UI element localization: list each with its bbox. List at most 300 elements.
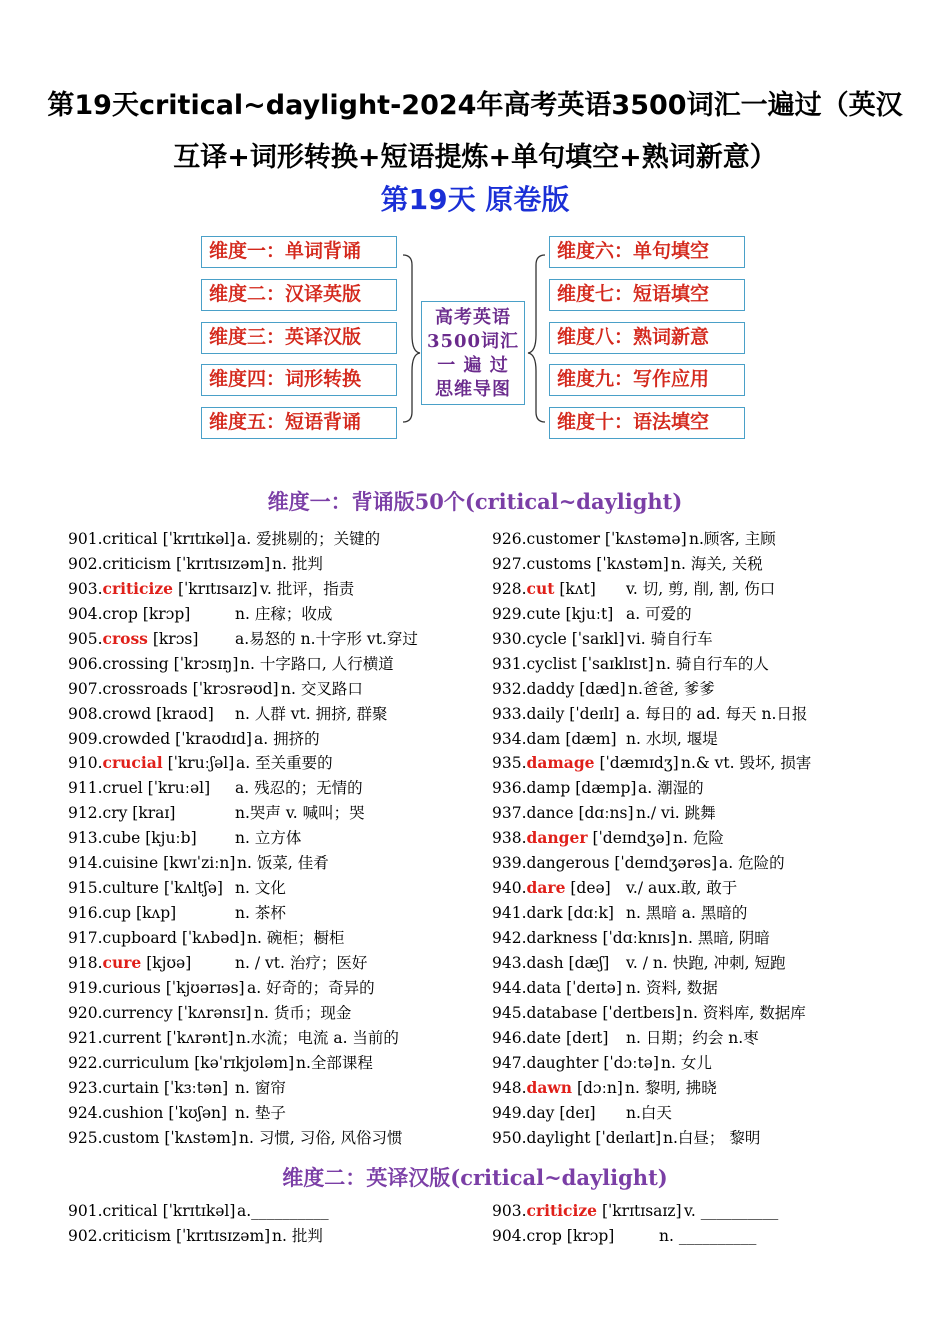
- word-number: 933.: [492, 704, 527, 723]
- word: damage: [526, 753, 595, 773]
- mindmap-dimension-7: 维度七：短语填空: [549, 279, 745, 311]
- page-title: 第19天critical~daylight-2024年高考英语3500词汇一遍过（英汉互译+词形转换+短语提炼+单句填空+熟词新意）: [47, 90, 903, 173]
- word-number: 908.: [68, 704, 103, 723]
- word-entry: [492, 1001, 681, 1026]
- word-entry: [68, 527, 235, 552]
- word-entry: [492, 926, 676, 951]
- word-row: [492, 602, 912, 627]
- word: cyclist: [526, 654, 577, 673]
- word-row: [68, 577, 468, 602]
- word: data: [526, 978, 562, 997]
- definition: n. 水坝, 堰堤: [626, 729, 718, 748]
- word-number: 905.: [68, 629, 103, 648]
- mindmap-center: [421, 301, 525, 405]
- phonetic: [ˈkruːʃəl]: [162, 754, 235, 773]
- definition: n.爸爸, 爹爹: [628, 679, 715, 698]
- phonetic: [ˈkjʊərɪəs]: [160, 978, 245, 997]
- word-row: [68, 1076, 468, 1101]
- definition: n.白昼； 黎明: [663, 1128, 761, 1147]
- word-row: [492, 1076, 912, 1101]
- word-number: 918.: [68, 953, 103, 972]
- word-entry: [68, 1051, 294, 1076]
- word-list-right: [492, 527, 912, 1150]
- word-row: [68, 727, 468, 752]
- word-entry: [492, 976, 622, 1001]
- phonetic: [kjuːt]: [560, 604, 614, 623]
- word-entry: [492, 1126, 661, 1151]
- word-entry: [492, 776, 636, 801]
- word-entry: [492, 901, 614, 926]
- word-number: 946.: [492, 1028, 527, 1047]
- phonetic: [ˈkrɪtɪsɪzəm]: [171, 554, 271, 573]
- word-entry: [68, 876, 223, 901]
- word: daily: [526, 704, 565, 723]
- definition: n. 庄稼；收成: [235, 604, 333, 623]
- word-entry: [492, 876, 611, 901]
- word: cube: [102, 829, 141, 848]
- phonetic: [ˈdɔːtə]: [598, 1053, 659, 1072]
- word: date: [526, 1028, 562, 1047]
- word: crowded: [102, 729, 171, 748]
- word-number: 934.: [492, 729, 527, 748]
- definition: n. 饭菜, 佳肴: [237, 854, 329, 873]
- word-row: [492, 527, 912, 552]
- definition: n./ vi. 跳舞: [636, 804, 716, 823]
- phonetic: [ˈdeɪtbeɪs]: [597, 1003, 682, 1022]
- definition: a. 爱挑剔的；关键的: [237, 530, 381, 548]
- word-number: 924.: [68, 1103, 103, 1122]
- mindmap-dimension-2: 维度二：汉译英版: [201, 279, 397, 311]
- phonetic: [dæd]: [574, 679, 626, 698]
- phonetic: [dæmp]: [570, 779, 637, 798]
- word-number: 904.: [68, 604, 103, 623]
- word-entry: [492, 677, 626, 702]
- definition: n.顾客, 主顾: [689, 530, 776, 548]
- word: curriculum: [102, 1053, 190, 1072]
- word-row: [492, 1051, 912, 1076]
- section-title-en-to-zh: 维度二：英译汉版(critical~daylight): [282, 1165, 668, 1190]
- word-number: 944.: [492, 978, 527, 997]
- word-number: 923.: [68, 1078, 103, 1097]
- word: currency: [102, 1003, 173, 1022]
- word: daughter: [526, 1053, 599, 1072]
- word: curtain: [102, 1078, 159, 1097]
- word-row: [68, 1101, 468, 1126]
- word-number: 937.: [492, 804, 527, 823]
- definition: n. 交叉路口: [281, 679, 363, 698]
- word: crucial: [102, 753, 163, 773]
- word-number: 925.: [68, 1128, 103, 1147]
- definition: a. 残忍的；无情的: [235, 779, 363, 798]
- word-number: 943.: [492, 953, 527, 972]
- mindmap-center-line: 一 遍 过: [437, 355, 509, 376]
- word-row: [68, 1224, 468, 1249]
- word-entry: [492, 602, 613, 627]
- word-row: [68, 1026, 468, 1051]
- phonetic: [ˈdæmɪdʒ]: [594, 754, 679, 773]
- word-number: 945.: [492, 1003, 527, 1022]
- definition: n.哭声 v. 喊叫；哭: [235, 804, 365, 823]
- word-entry: [492, 727, 617, 752]
- word-number: 904.: [492, 1226, 527, 1245]
- word-row: [492, 627, 912, 652]
- phonetic: [ˈdeɪlɪ]: [564, 704, 620, 723]
- word: current: [102, 1028, 162, 1047]
- definition: n. 批判: [272, 554, 323, 573]
- phonetic: [ˈsaɪkl]: [566, 629, 625, 648]
- word: crop: [526, 1226, 562, 1245]
- word: cruel: [102, 779, 143, 798]
- mindmap-center-line: 思维导图: [435, 379, 511, 400]
- word-number: 906.: [68, 654, 103, 673]
- phonetic: [dæʃ]: [563, 953, 610, 972]
- definition: n.白天: [626, 1103, 672, 1122]
- word-entry: [68, 677, 279, 702]
- word-number: 902.: [68, 1226, 103, 1245]
- definition: v./ aux.敢, 敢于: [626, 879, 738, 898]
- word-entry: [492, 527, 687, 552]
- word: dawn: [526, 1077, 573, 1097]
- phonetic: [ˈsaɪklɪst]: [576, 654, 654, 673]
- word-number: 940.: [492, 879, 527, 898]
- word-number: 949.: [492, 1103, 527, 1122]
- word: danger: [526, 828, 588, 848]
- mindmap-center-line: 高考英语: [435, 307, 511, 328]
- word: crowd: [102, 704, 152, 723]
- word-entry: [68, 926, 245, 951]
- word-row: [492, 926, 912, 951]
- word-number: 931.: [492, 654, 527, 673]
- phonetic: [ˈkʌstəm]: [591, 554, 669, 573]
- phonetic: [dɔːn]: [572, 1078, 623, 1097]
- word-number: 901.: [68, 530, 103, 548]
- word-number: 939.: [492, 854, 527, 873]
- word-row: [492, 876, 912, 901]
- word-row: [68, 976, 468, 1001]
- phonetic: [kwɪˈziːn]: [158, 854, 236, 873]
- word-row: [68, 1126, 468, 1151]
- phonetic: [ˈdeɪndʒərəs]: [609, 854, 718, 873]
- phonetic: [ˈkʊʃən]: [163, 1103, 228, 1122]
- word-entry: [492, 851, 717, 876]
- word-entry: [492, 951, 609, 976]
- word-entry: [68, 602, 190, 627]
- word: criticism: [102, 554, 172, 573]
- word-entry: [68, 976, 245, 1001]
- definition: n. 碗柜；橱柜: [247, 929, 345, 947]
- definition: n. 茶杯: [235, 904, 286, 923]
- word-number: 913.: [68, 829, 103, 848]
- word-entry: [492, 801, 634, 826]
- word: cycle: [526, 629, 567, 648]
- definition: a. 可爱的: [626, 604, 692, 623]
- word: daddy: [526, 679, 575, 698]
- definition: n. / vt. 治疗；医好: [235, 953, 368, 972]
- word: cup: [102, 904, 132, 923]
- word: critical: [102, 530, 158, 548]
- word-entry: [68, 577, 258, 602]
- word-entry: [68, 627, 198, 652]
- phonetic: [ˈkruːəl]: [142, 779, 211, 798]
- word: criticism: [102, 1226, 172, 1245]
- page-subtitle: 第19天 原卷版: [380, 183, 570, 216]
- definition: n. 骑自行车的人: [656, 654, 769, 673]
- word: criticize: [526, 1201, 598, 1220]
- word: darkness: [526, 929, 598, 947]
- word-entry: [492, 826, 671, 851]
- definition: n.& vt. 毁坏, 损害: [681, 754, 812, 773]
- exercise-list-right: [492, 1199, 912, 1249]
- word-entry: [492, 751, 679, 776]
- word: curious: [102, 978, 161, 997]
- definition: n. 危险: [673, 829, 724, 848]
- word: custom: [102, 1128, 160, 1147]
- word-number: 903.: [492, 1202, 527, 1220]
- definition: v. __________: [684, 1202, 779, 1220]
- word-number: 922.: [68, 1053, 103, 1072]
- word-number: 936.: [492, 779, 527, 798]
- word-number: 932.: [492, 679, 527, 698]
- word: dangerous: [526, 854, 610, 873]
- phonetic: [dɑːk]: [562, 904, 614, 923]
- definition: n. 批判: [272, 1226, 323, 1245]
- word-number: 909.: [68, 729, 103, 748]
- word-row: [68, 826, 468, 851]
- phonetic: [ˈkraʊdɪd]: [170, 729, 252, 748]
- word-row: [492, 851, 912, 876]
- word-entry: [68, 851, 235, 876]
- definition: vi. 骑自行车: [627, 629, 713, 648]
- definition: n. 日期；约会 n.枣: [626, 1028, 759, 1047]
- word-list-left: [68, 527, 468, 1150]
- word-entry: [68, 1101, 227, 1126]
- word-number: 930.: [492, 629, 527, 648]
- exercise-list-left: [68, 1199, 468, 1249]
- word: critical: [102, 1202, 158, 1220]
- word-number: 916.: [68, 904, 103, 923]
- phonetic: [ˈdeɪlaɪt]: [590, 1128, 662, 1147]
- phonetic: [ˈkʌstəmə]: [599, 530, 687, 548]
- word-entry: [492, 627, 625, 652]
- phonetic: [deɪ]: [554, 1103, 596, 1122]
- phonetic: [krɔp]: [561, 1226, 615, 1245]
- phonetic: [ˈkʌrənt]: [161, 1028, 234, 1047]
- word-entry: [68, 1199, 235, 1224]
- word: cross: [102, 628, 148, 648]
- phonetic: [ˈkrɪtɪsaɪz]: [597, 1202, 682, 1220]
- word-row: [492, 1199, 912, 1224]
- phonetic: [ˈkrɔsrəʊd]: [187, 679, 279, 698]
- word: cry: [102, 804, 128, 823]
- word: dash: [526, 953, 564, 972]
- word: dance: [526, 804, 574, 823]
- word-row: [68, 901, 468, 926]
- word: cushion: [102, 1103, 164, 1122]
- word-entry: [492, 577, 596, 602]
- word-number: 942.: [492, 929, 527, 947]
- word-entry: [492, 1051, 659, 1076]
- word-row: [492, 751, 912, 776]
- word-row: [492, 951, 912, 976]
- definition: a. 危险的: [719, 854, 785, 873]
- phonetic: [ˈkʌbəd]: [176, 929, 246, 947]
- word-row: [492, 552, 912, 577]
- phonetic: [ˈkʌrənsɪ]: [172, 1003, 252, 1022]
- definition: a. 至关重要的: [236, 754, 333, 773]
- word-row: [492, 801, 912, 826]
- definition: n. 黎明, 拂晓: [625, 1078, 717, 1097]
- section-title-recitation: 维度一：背诵版50个(critical~daylight): [267, 489, 683, 514]
- word: cure: [102, 952, 142, 972]
- definition: v. 切, 剪, 削, 割, 伤口: [626, 579, 776, 598]
- word-row: [492, 901, 912, 926]
- word-entry: [68, 652, 238, 677]
- word-row: [68, 801, 468, 826]
- word-number: 902.: [68, 554, 103, 573]
- word-row: [492, 1001, 912, 1026]
- mindmap-dimension-1: 维度一：单词背诵: [201, 236, 397, 268]
- word-number: 914.: [68, 854, 103, 873]
- word: crop: [102, 604, 138, 623]
- word-entry: [68, 1001, 252, 1026]
- mindmap-dimension-6: 维度六：单句填空: [549, 236, 745, 268]
- definition: n.水流；电流 a. 当前的: [236, 1028, 399, 1047]
- definition: v. / n. 快跑, 冲刺, 短跑: [626, 953, 786, 972]
- phonetic: [krɔp]: [137, 604, 191, 623]
- word-row: [68, 1199, 468, 1224]
- word-number: 919.: [68, 978, 103, 997]
- definition: n. 垫子: [235, 1103, 286, 1122]
- word-row: [492, 1026, 912, 1051]
- word-number: 911.: [68, 779, 103, 798]
- word-entry: [68, 826, 197, 851]
- word-number: 917.: [68, 929, 103, 947]
- word: culture: [102, 879, 159, 898]
- word-row: [68, 677, 468, 702]
- word-number: 920.: [68, 1003, 103, 1022]
- word-entry: [68, 1076, 228, 1101]
- word: cuisine: [102, 854, 159, 873]
- word: customer: [526, 530, 600, 548]
- phonetic: [kjuːb]: [140, 829, 197, 848]
- word: crossroads: [102, 679, 188, 698]
- definition: n. 黑暗, 阴暗: [678, 929, 770, 947]
- word-entry: [68, 776, 210, 801]
- word-row: [68, 776, 468, 801]
- word-row: [492, 1224, 912, 1249]
- word-row: [68, 627, 468, 652]
- word-row: [68, 527, 468, 552]
- word-entry: [492, 1101, 596, 1126]
- mindmap-dimension-10: 维度十：语法填空: [549, 407, 745, 439]
- mindmap-dimension-8: 维度八：熟词新意: [549, 322, 745, 354]
- word: dam: [526, 729, 561, 748]
- word: dark: [526, 904, 563, 923]
- phonetic: [ˈkʌltʃə]: [158, 879, 223, 898]
- phonetic: [ˈkrɪtɪsaɪz]: [173, 579, 258, 598]
- phonetic: [ˈkrɪtɪkəl]: [157, 530, 236, 548]
- word-number: 921.: [68, 1028, 103, 1047]
- definition: n. 黑暗 a. 黑暗的: [626, 904, 748, 923]
- word-entry: [68, 1224, 270, 1249]
- definition: a.易怒的 n.十字形 vt.穿过: [235, 629, 418, 648]
- definition: a. 每日的 ad. 每天 n.日报: [626, 704, 808, 723]
- phonetic: [deɪt]: [561, 1028, 609, 1047]
- word-entry: [492, 1224, 614, 1249]
- word-entry: [68, 751, 234, 776]
- mindmap-dimension-3: 维度三：英译汉版: [201, 322, 397, 354]
- word: day: [526, 1103, 555, 1122]
- phonetic: [kəˈrɪkjʊləm]: [189, 1053, 295, 1072]
- word-row: [68, 1001, 468, 1026]
- word-row: [68, 926, 468, 951]
- definition: a. 潮湿的: [638, 779, 704, 798]
- word: customs: [526, 554, 592, 573]
- definition: n. 习惯, 习俗, 风俗习惯: [239, 1128, 403, 1147]
- definition: n. 货币；现金: [254, 1003, 352, 1022]
- definition: v. 批评，指责: [260, 579, 355, 598]
- word: database: [526, 1003, 598, 1022]
- word-number: 947.: [492, 1053, 527, 1072]
- word-row: [492, 577, 912, 602]
- word-row: [68, 702, 468, 727]
- word-number: 903.: [68, 579, 103, 598]
- word-row: [68, 751, 468, 776]
- word-entry: [492, 702, 620, 727]
- phonetic: [dæm]: [560, 729, 617, 748]
- word-number: 929.: [492, 604, 527, 623]
- phonetic: [ˈdɑːknɪs]: [597, 929, 677, 947]
- word-entry: [68, 801, 175, 826]
- word: daylight: [526, 1128, 591, 1147]
- definition: n. 窗帘: [235, 1078, 286, 1097]
- phonetic: [krɔs]: [147, 629, 199, 648]
- word-number: 910.: [68, 754, 103, 773]
- word-number: 915.: [68, 879, 103, 898]
- word-number: 941.: [492, 904, 527, 923]
- definition: n. 立方体: [235, 829, 302, 848]
- word-row: [68, 876, 468, 901]
- word-row: [492, 1101, 912, 1126]
- word-row: [492, 1126, 912, 1151]
- phonetic: [kʌp]: [131, 904, 177, 923]
- word-number: 928.: [492, 579, 527, 598]
- mindmap-dimension-5: 维度五：短语背诵: [201, 407, 397, 439]
- definition: a. 拥挤的: [254, 729, 320, 748]
- definition: n. __________: [659, 1226, 757, 1245]
- phonetic: [kraɪ]: [127, 804, 176, 823]
- word: crossing: [102, 654, 169, 673]
- word: cut: [526, 578, 555, 598]
- word-entry: [68, 702, 214, 727]
- word-row: [492, 702, 912, 727]
- phonetic: [kjʊə]: [141, 953, 192, 972]
- phonetic: [ˈkʌstəm]: [159, 1128, 237, 1147]
- definition: n.全部课程: [296, 1053, 373, 1072]
- definition: a. 好奇的；奇异的: [247, 978, 375, 997]
- word-row: [492, 826, 912, 851]
- word-number: 901.: [68, 1202, 103, 1220]
- word-entry: [68, 901, 176, 926]
- phonetic: [kraʊd]: [151, 704, 214, 723]
- word-entry: [68, 727, 252, 752]
- definition: n. 女儿: [661, 1053, 712, 1072]
- word: criticize: [102, 578, 174, 598]
- mindmap-dimension-4: 维度四：词形转换: [201, 364, 397, 396]
- word-number: 938.: [492, 829, 527, 848]
- phonetic: [ˈdeɪtə]: [561, 978, 622, 997]
- mindmap-center-line: 3500词汇: [426, 331, 520, 352]
